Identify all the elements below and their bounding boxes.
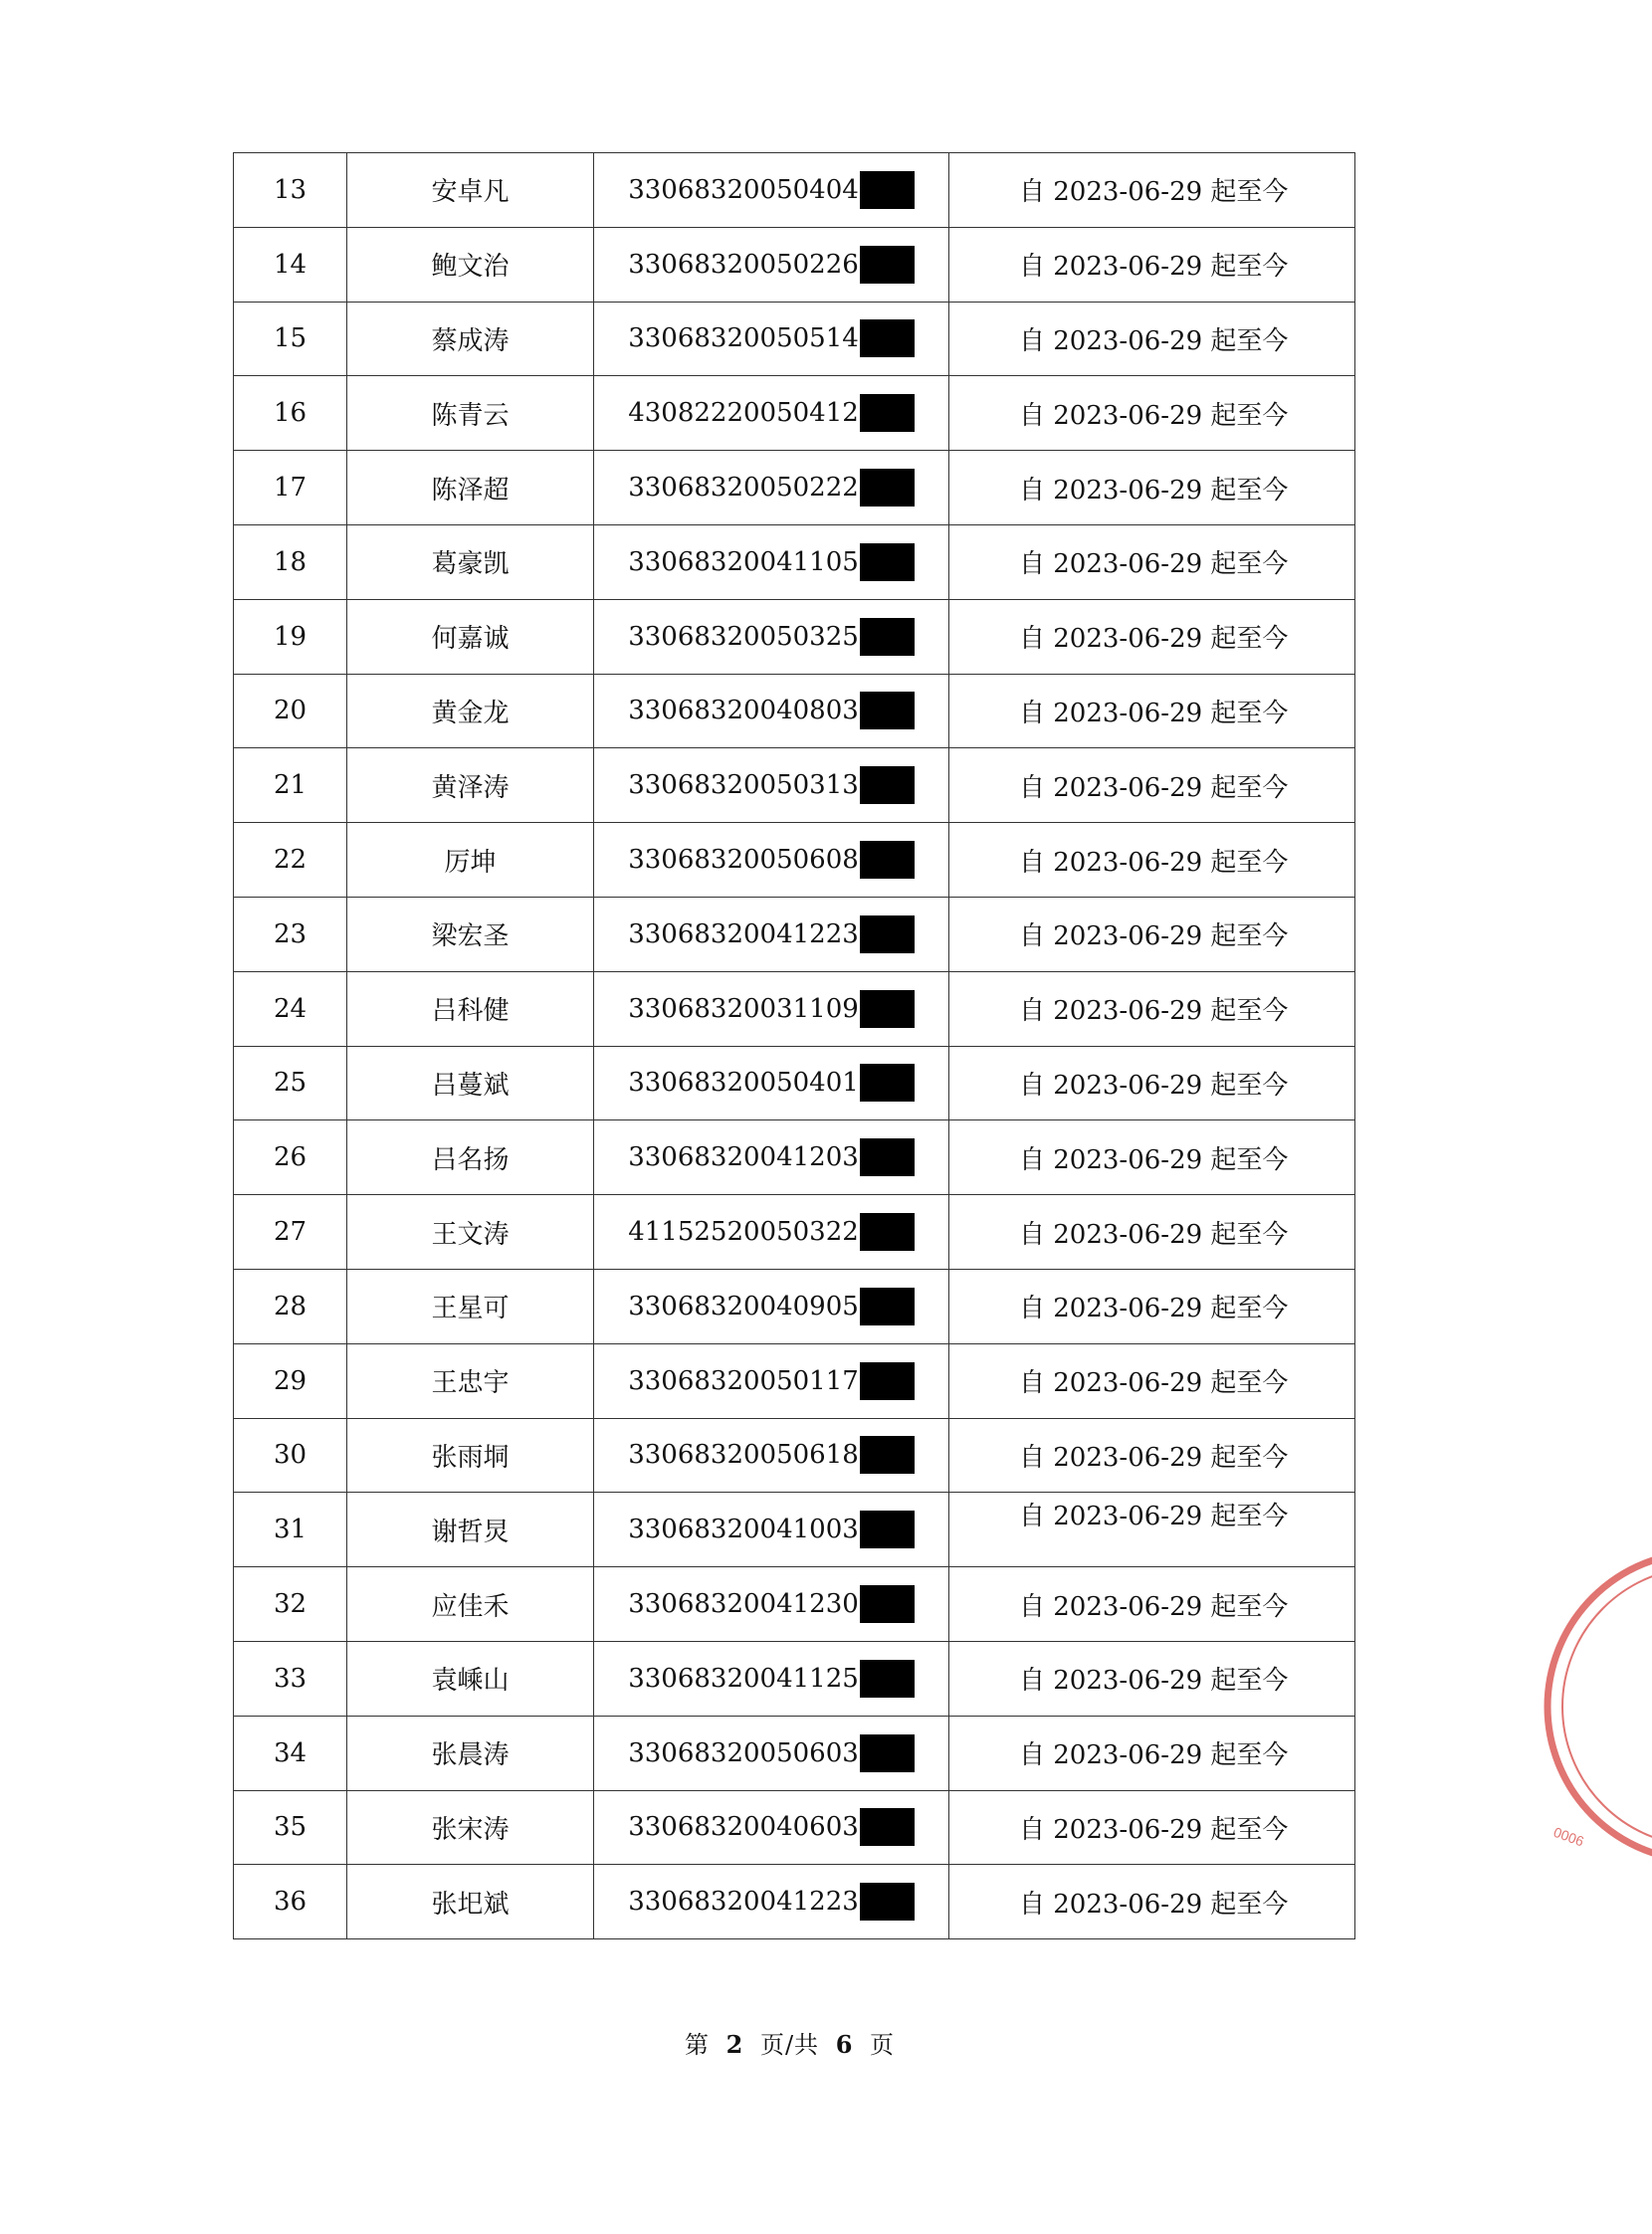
svg-text:0006: 0006 (1550, 1823, 1586, 1850)
person-name: 袁嵊山 (347, 1641, 594, 1716)
id-number-cell (594, 376, 949, 451)
row-number: 31 (234, 1493, 347, 1567)
redaction-block (860, 1585, 915, 1623)
id-number-cell (594, 524, 949, 599)
row-number: 23 (234, 897, 347, 971)
period-cell (949, 1493, 1355, 1567)
id-number-cell (594, 1120, 949, 1195)
row-number: 16 (234, 376, 347, 451)
row-number: 14 (234, 227, 347, 302)
period-text: 自 2023-06-29 起至今 (1019, 1294, 1289, 1324)
id-number (628, 1288, 915, 1325)
row-number: 20 (234, 674, 347, 748)
id-number-visible: 33068320040603 (628, 1812, 859, 1843)
table-row (234, 1865, 1355, 1939)
id-number-cell (594, 1567, 949, 1642)
id-number-visible: 33068320041223 (628, 918, 859, 949)
period-text: 自 2023-06-29 起至今 (1019, 1368, 1289, 1399)
period-text: 自 2023-06-29 起至今 (1019, 847, 1289, 878)
id-number (628, 1362, 915, 1400)
redaction-block (860, 1138, 915, 1176)
id-number (628, 1064, 915, 1102)
id-number-cell (594, 451, 949, 525)
id-number-visible: 33068320050117 (628, 1365, 859, 1396)
period-cell (949, 748, 1355, 823)
id-number-visible: 33068320050618 (628, 1440, 859, 1471)
id-number-cell (594, 1716, 949, 1790)
id-number (628, 394, 915, 432)
period-text: 自 2023-06-29 起至今 (1019, 1144, 1289, 1175)
id-number (628, 1511, 915, 1548)
table-row (234, 1641, 1355, 1716)
redaction-block (860, 1213, 915, 1251)
row-number: 15 (234, 302, 347, 376)
id-number-cell (594, 1865, 949, 1939)
period-cell (949, 971, 1355, 1046)
id-number-visible: 33068320040803 (628, 696, 859, 726)
id-number-cell (594, 823, 949, 898)
person-name: 王文涛 (347, 1195, 594, 1270)
period-text: 自 2023-06-29 起至今 (1019, 1889, 1289, 1920)
id-number-visible: 33068320050222 (628, 473, 859, 504)
id-number (628, 319, 915, 357)
period-cell (949, 302, 1355, 376)
period-cell (949, 376, 1355, 451)
table-row (234, 1790, 1355, 1865)
person-name: 张雨垌 (347, 1418, 594, 1493)
id-number (628, 766, 915, 804)
id-number-cell (594, 1343, 949, 1418)
person-name: 鲍文治 (347, 227, 594, 302)
id-number (628, 618, 915, 656)
table-row (234, 1493, 1355, 1567)
row-number: 25 (234, 1046, 347, 1120)
id-number-cell (594, 1418, 949, 1493)
table-row (234, 748, 1355, 823)
period-text: 自 2023-06-29 起至今 (1019, 772, 1289, 803)
period-cell (949, 1195, 1355, 1270)
id-number-visible: 33068320050226 (628, 249, 859, 280)
period-text: 自 2023-06-29 起至今 (1019, 1070, 1289, 1101)
row-number: 18 (234, 524, 347, 599)
person-name: 梁宏圣 (347, 897, 594, 971)
period-text: 自 2023-06-29 起至今 (1019, 1814, 1289, 1845)
id-number-cell (594, 1195, 949, 1270)
row-number: 32 (234, 1567, 347, 1642)
period-cell (949, 153, 1355, 228)
period-cell (949, 1418, 1355, 1493)
period-cell (949, 524, 1355, 599)
id-number-visible: 33068320041125 (628, 1663, 859, 1694)
redaction-block (860, 394, 915, 432)
id-number-visible: 33068320050325 (628, 621, 859, 652)
id-number-visible: 33068320050404 (628, 174, 859, 205)
period-text: 自 2023-06-29 起至今 (1019, 1219, 1289, 1250)
id-number (628, 469, 915, 507)
table-row (234, 897, 1355, 971)
person-name: 王忠宇 (347, 1343, 594, 1418)
row-number: 19 (234, 599, 347, 674)
id-number-cell (594, 227, 949, 302)
redaction-block (860, 246, 915, 284)
table-row (234, 1343, 1355, 1418)
period-cell (949, 451, 1355, 525)
id-number (628, 1436, 915, 1474)
id-number-cell (594, 1046, 949, 1120)
period-cell (949, 1641, 1355, 1716)
person-name: 黄金龙 (347, 674, 594, 748)
id-number-visible: 41152520050322 (628, 1217, 859, 1248)
redaction-block (860, 841, 915, 879)
table-row (234, 971, 1355, 1046)
row-number: 13 (234, 153, 347, 228)
table-row (234, 1195, 1355, 1270)
redaction-block (860, 766, 915, 804)
id-number (628, 1734, 915, 1772)
roster-table (233, 152, 1355, 1939)
period-text: 自 2023-06-29 起至今 (1019, 252, 1289, 283)
row-number: 36 (234, 1865, 347, 1939)
period-text: 自 2023-06-29 起至今 (1019, 1666, 1289, 1697)
id-number-cell (594, 674, 949, 748)
row-number: 29 (234, 1343, 347, 1418)
period-text: 自 2023-06-29 起至今 (1019, 1501, 1289, 1531)
redaction-block (860, 1362, 915, 1400)
table-row (234, 599, 1355, 674)
redaction-block (860, 469, 915, 507)
footer-prefix: 第 (684, 2031, 710, 2059)
period-cell (949, 1343, 1355, 1418)
redaction-block (860, 1511, 915, 1548)
person-name: 吕名扬 (347, 1120, 594, 1195)
redaction-block (860, 1288, 915, 1325)
redaction-block (860, 990, 915, 1028)
id-number-cell (594, 302, 949, 376)
redaction-block (860, 319, 915, 357)
table-row (234, 302, 1355, 376)
footer-middle: 页/共 (759, 2031, 820, 2059)
period-text: 自 2023-06-29 起至今 (1019, 177, 1289, 208)
table-row (234, 451, 1355, 525)
id-number (628, 1138, 915, 1176)
period-cell (949, 1046, 1355, 1120)
id-number (628, 1808, 915, 1846)
table-row (234, 524, 1355, 599)
person-name: 厉坤 (347, 823, 594, 898)
person-name: 葛豪凯 (347, 524, 594, 599)
id-number (628, 171, 915, 209)
id-number (628, 915, 915, 953)
person-name: 何嘉诚 (347, 599, 594, 674)
row-number: 30 (234, 1418, 347, 1493)
period-text: 自 2023-06-29 起至今 (1019, 698, 1289, 728)
id-number (628, 692, 915, 729)
person-name: 蔡成涛 (347, 302, 594, 376)
table-row (234, 153, 1355, 228)
redaction-block (860, 543, 915, 581)
id-number-cell (594, 153, 949, 228)
period-text: 自 2023-06-29 起至今 (1019, 475, 1289, 506)
table-row (234, 1046, 1355, 1120)
person-name: 陈青云 (347, 376, 594, 451)
id-number-cell (594, 1493, 949, 1567)
id-number-visible: 33068320050608 (628, 845, 859, 876)
person-name: 应佳禾 (347, 1567, 594, 1642)
person-name: 吕科健 (347, 971, 594, 1046)
id-number-cell (594, 748, 949, 823)
person-name: 张晨涛 (347, 1716, 594, 1790)
id-number-visible: 33068320040905 (628, 1291, 859, 1321)
period-cell (949, 1567, 1355, 1642)
table-row (234, 1716, 1355, 1790)
period-cell (949, 823, 1355, 898)
id-number (628, 246, 915, 284)
person-name: 张宋涛 (347, 1790, 594, 1865)
row-number: 28 (234, 1269, 347, 1343)
period-cell (949, 1269, 1355, 1343)
person-name: 黄泽涛 (347, 748, 594, 823)
table-row (234, 1269, 1355, 1343)
id-number-visible: 33068320050514 (628, 323, 859, 354)
period-cell (949, 1865, 1355, 1939)
table-row (234, 674, 1355, 748)
id-number-cell (594, 897, 949, 971)
redaction-block (860, 171, 915, 209)
person-name: 张圯斌 (347, 1865, 594, 1939)
id-number (628, 1585, 915, 1623)
id-number-cell (594, 1269, 949, 1343)
period-cell (949, 1120, 1355, 1195)
row-number: 22 (234, 823, 347, 898)
table-row (234, 1120, 1355, 1195)
period-text: 自 2023-06-29 起至今 (1019, 624, 1289, 655)
redaction-block (860, 1436, 915, 1474)
period-text: 自 2023-06-29 起至今 (1019, 1591, 1289, 1622)
row-number: 24 (234, 971, 347, 1046)
id-number (628, 543, 915, 581)
id-number (628, 1213, 915, 1251)
period-text: 自 2023-06-29 起至今 (1019, 400, 1289, 431)
table-row (234, 1418, 1355, 1493)
id-number-visible: 33068320041203 (628, 1142, 859, 1173)
redaction-block (860, 1734, 915, 1772)
id-number-visible: 33068320031109 (628, 993, 859, 1024)
page-footer (0, 2025, 1579, 2060)
id-number-visible: 33068320041003 (628, 1515, 859, 1545)
redaction-block (860, 618, 915, 656)
id-number-cell (594, 1790, 949, 1865)
table-row (234, 1567, 1355, 1642)
table-row (234, 376, 1355, 451)
redaction-block (860, 1064, 915, 1102)
period-cell (949, 1790, 1355, 1865)
id-number (628, 990, 915, 1028)
id-number-visible: 43082220050412 (628, 398, 859, 429)
person-name: 陈泽超 (347, 451, 594, 525)
person-name: 吕蔓斌 (347, 1046, 594, 1120)
id-number-cell (594, 971, 949, 1046)
id-number (628, 841, 915, 879)
period-text: 自 2023-06-29 起至今 (1019, 549, 1289, 580)
row-number: 33 (234, 1641, 347, 1716)
period-cell (949, 599, 1355, 674)
official-seal-stamp (1533, 1537, 1652, 1876)
id-number-cell (594, 599, 949, 674)
period-text: 自 2023-06-29 起至今 (1019, 1740, 1289, 1771)
period-text: 自 2023-06-29 起至今 (1019, 325, 1289, 356)
id-number-visible: 33068320041230 (628, 1589, 859, 1620)
redaction-block (860, 692, 915, 729)
row-number: 35 (234, 1790, 347, 1865)
row-number: 21 (234, 748, 347, 823)
id-number (628, 1883, 915, 1921)
person-name: 谢哲炅 (347, 1493, 594, 1567)
footer-current-page: 2 (725, 2030, 744, 2059)
redaction-block (860, 1883, 915, 1921)
row-number: 34 (234, 1716, 347, 1790)
roster-body (234, 153, 1355, 1939)
id-number-visible: 33068320050401 (628, 1068, 859, 1099)
period-text: 自 2023-06-29 起至今 (1019, 1442, 1289, 1473)
person-name: 安卓凡 (347, 153, 594, 228)
period-cell (949, 897, 1355, 971)
id-number (628, 1660, 915, 1698)
id-number-visible: 33068320050313 (628, 770, 859, 801)
period-text: 自 2023-06-29 起至今 (1019, 996, 1289, 1027)
period-cell (949, 674, 1355, 748)
redaction-block (860, 1660, 915, 1698)
footer-total-pages: 6 (835, 2030, 854, 2059)
id-number-visible: 33068320050603 (628, 1737, 859, 1768)
row-number: 27 (234, 1195, 347, 1270)
redaction-block (860, 915, 915, 953)
table-row (234, 227, 1355, 302)
redaction-block (860, 1808, 915, 1846)
row-number: 17 (234, 451, 347, 525)
row-number: 26 (234, 1120, 347, 1195)
period-text: 自 2023-06-29 起至今 (1019, 921, 1289, 952)
table-row (234, 823, 1355, 898)
period-cell (949, 1716, 1355, 1790)
id-number-visible: 33068320041223 (628, 1887, 859, 1918)
period-cell (949, 227, 1355, 302)
id-number-cell (594, 1641, 949, 1716)
person-name: 王星可 (347, 1269, 594, 1343)
footer-suffix: 页 (870, 2031, 896, 2059)
id-number-visible: 33068320041105 (628, 546, 859, 577)
